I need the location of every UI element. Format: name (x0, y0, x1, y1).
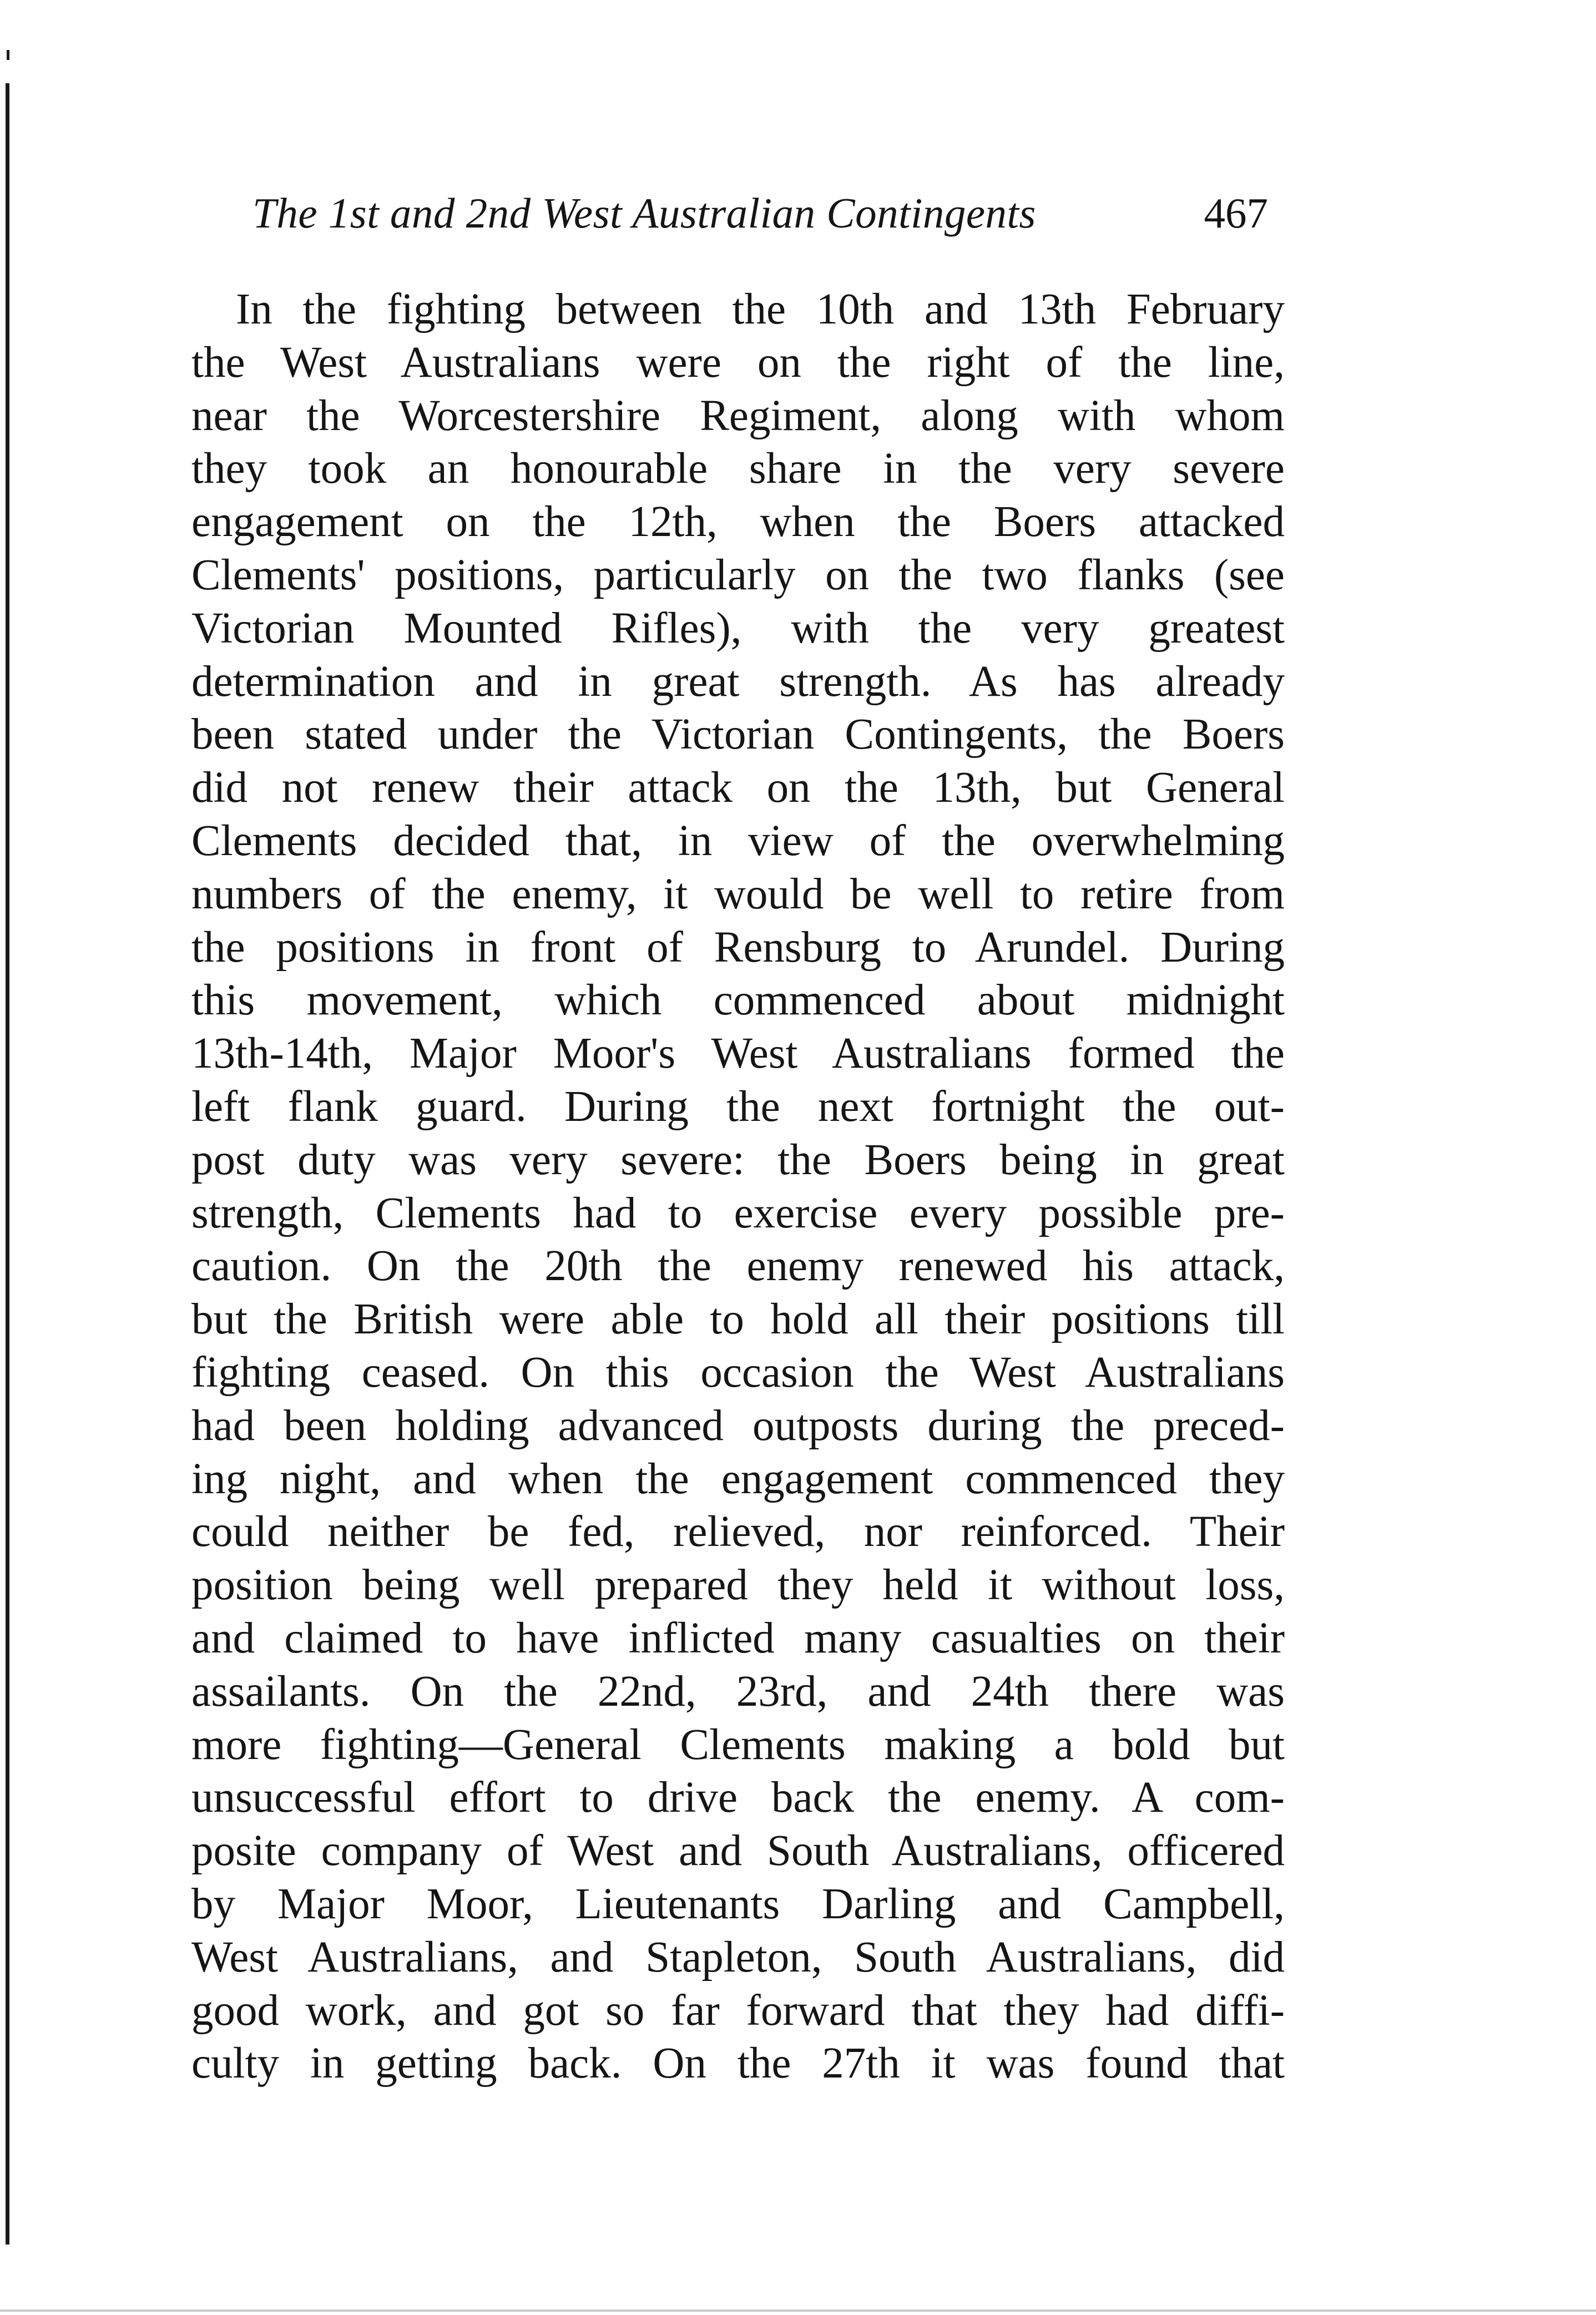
page-header (252, 183, 1268, 250)
text-line: position being well prepared they held it without loss, (191, 1561, 1285, 1610)
text-line: 13th-14th, Major Moor's West Australians formed the (191, 1029, 1285, 1078)
text-line: West Australians, and Stapleton, South Australians, did (191, 1933, 1285, 1982)
text-line: more fighting—General Clements making a bold but (191, 1720, 1285, 1769)
text-line: Clements' positions, particularly on the two flanks (see (191, 550, 1285, 599)
text-line: did not renew their attack on the 13th, but General (191, 764, 1285, 812)
text-line: engagement on the 12th, when the Boers attacked (191, 498, 1285, 547)
text-line: near the Worcestershire Regiment, along with whom (191, 391, 1285, 440)
text-line: but the British were able to hold all their positions till (191, 1295, 1285, 1344)
text-line: posite company of West and South Australians, officered (191, 1827, 1285, 1876)
text-line: numbers of the enemy, it would be well to retire from (191, 870, 1285, 918)
text-line: had been holding advanced outposts during the preced- (191, 1401, 1285, 1450)
text-line: by Major Moor, Lieutenants Darling and Campbell, (191, 1879, 1285, 1928)
text-line: good work, and got so far forward that they had diffi- (191, 1986, 1285, 2035)
text-line: caution. On the 20th the enemy renewed his attack, (191, 1242, 1285, 1291)
text-line: left flank guard. During the next fortnight the out- (191, 1082, 1285, 1131)
running-title: The 1st and 2nd West Australian Contingents (252, 189, 1036, 237)
text-line: they took an honourable share in the very severe (191, 444, 1285, 493)
body-paragraph (191, 283, 1285, 2090)
text-line: unsuccessful effort to drive back the enemy. A com- (191, 1773, 1285, 1822)
text-line: culty in getting back. On the 27th it was found that (191, 2039, 1285, 2088)
text-line: strength, Clements had to exercise every possible pre- (191, 1189, 1285, 1237)
scan-page-edge-line (6, 83, 9, 2245)
page-number: 467 (1204, 189, 1268, 237)
text-line: and claimed to have inflicted many casualties on their (191, 1614, 1285, 1662)
text-line: the positions in front of Rensburg to Arundel. During (191, 923, 1285, 972)
text-line: post duty was very severe: the Boers being in great (191, 1135, 1285, 1184)
text-line: fighting ceased. On this occasion the West Australians (191, 1348, 1285, 1397)
text-line: the West Australians were on the right of the line, (191, 338, 1285, 387)
text-line: assailants. On the 22nd, 23rd, and 24th there was (191, 1667, 1285, 1716)
text-line: Victorian Mounted Rifles), with the very greatest (191, 604, 1285, 653)
scan-bottom-edge (0, 2309, 1596, 2312)
scan-margin-mark (7, 50, 9, 60)
text-line: been stated under the Victorian Contingents, the Boers (191, 710, 1285, 759)
text-line: could neither be fed, relieved, nor reinforced. Their (191, 1508, 1285, 1556)
text-line: determination and in great strength. As has already (191, 657, 1285, 706)
text-line: ing night, and when the engagement commenced they (191, 1454, 1285, 1503)
text-line: In the fighting between the 10th and 13th February (236, 285, 1285, 333)
text-line: Clements decided that, in view of the overwhelming (191, 816, 1285, 865)
text-line: this movement, which commenced about midnight (191, 976, 1285, 1025)
